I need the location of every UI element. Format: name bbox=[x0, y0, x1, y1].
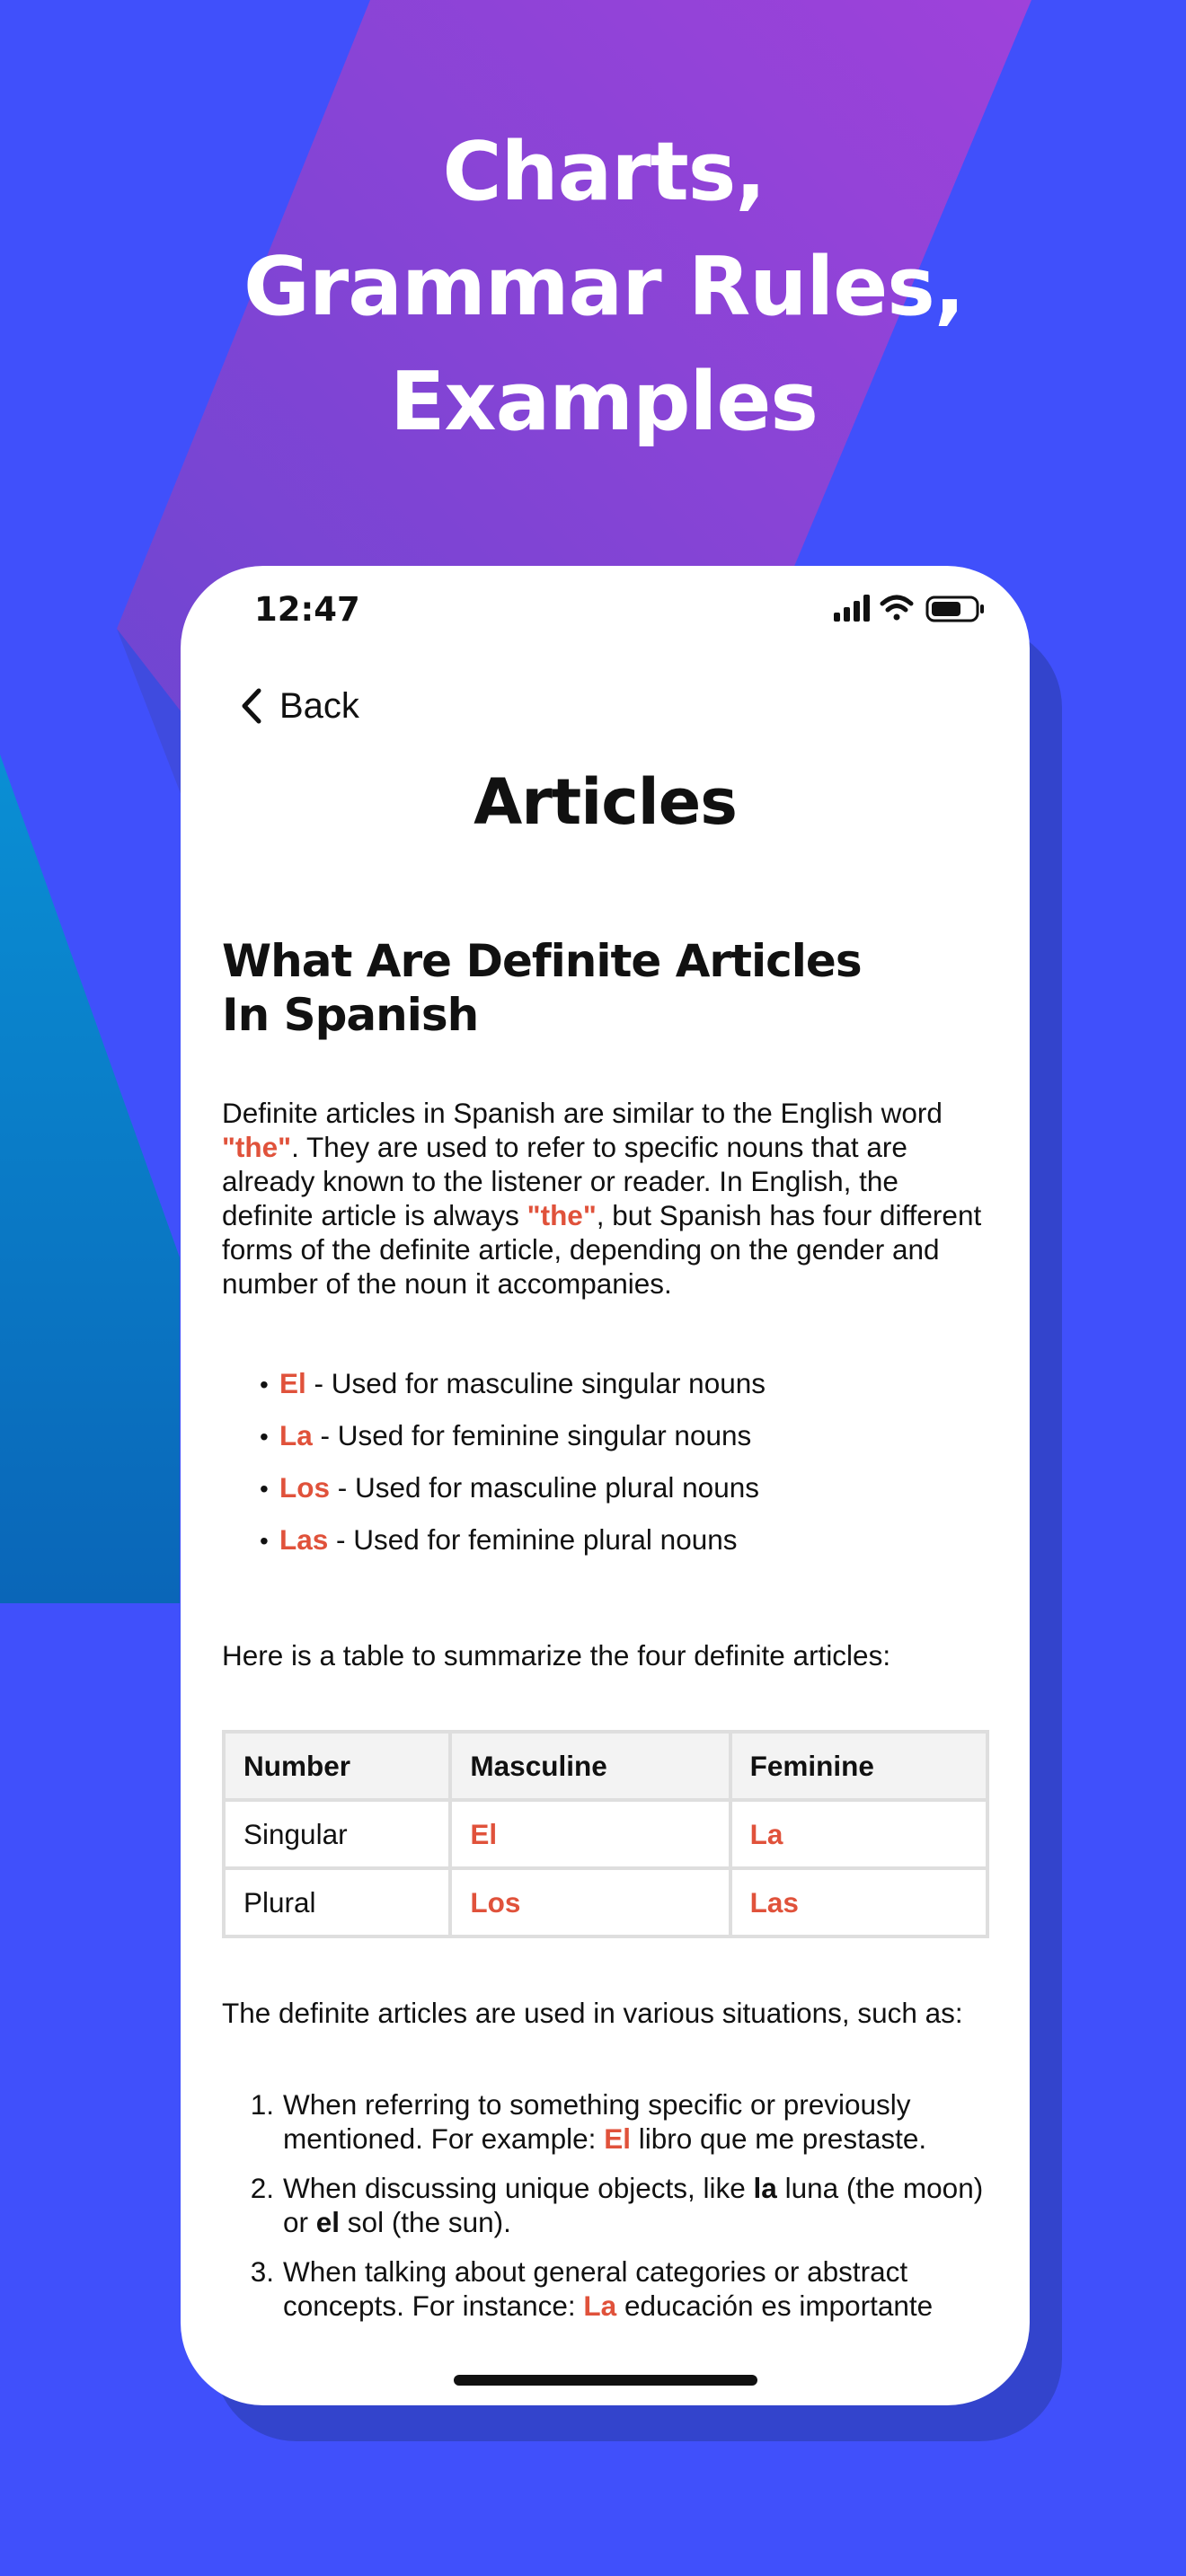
home-indicator[interactable] bbox=[454, 2375, 757, 2386]
headline-line-1: Charts, bbox=[442, 125, 766, 219]
highlight-the: "the" bbox=[222, 1131, 292, 1163]
table-cell: Los bbox=[450, 1868, 730, 1936]
uses-intro: The definite articles are used in various situations, such as: bbox=[222, 1997, 963, 2029]
section-heading: What Are Definite Articles In Spanish bbox=[222, 935, 862, 1041]
page-title: Articles bbox=[474, 765, 737, 839]
headline-line-2: Grammar Rules, bbox=[243, 240, 965, 334]
table-header: Masculine bbox=[450, 1732, 730, 1800]
table-cell: La bbox=[730, 1800, 987, 1868]
table-row bbox=[224, 1868, 987, 1936]
table-cell: Singular bbox=[224, 1800, 450, 1868]
battery-icon bbox=[927, 597, 984, 621]
phone-frame bbox=[181, 566, 1030, 2405]
table-cell: Plural bbox=[224, 1868, 450, 1936]
intro-paragraph: Definite articles in Spanish are similar to the English word "the". They are used to refer to specific nouns that are already known to the listener or reader. In English, the definite article is always "the", but Spanish has four different forms of the definite article, depending on the gender and number of the noun it accompanies. bbox=[222, 1097, 982, 1300]
table-header: Feminine bbox=[730, 1732, 987, 1800]
table-cell: Las bbox=[730, 1868, 987, 1936]
list-item: • Los - Used for masculine plural nouns bbox=[260, 1471, 759, 1504]
status-icons bbox=[834, 593, 988, 625]
uses-list bbox=[222, 2087, 991, 2323]
table-header: Number bbox=[224, 1732, 450, 1800]
list-item: • Las - Used for feminine plural nouns bbox=[260, 1523, 738, 1556]
marketing-headline bbox=[0, 115, 1186, 460]
wifi-icon bbox=[882, 597, 911, 621]
table-row bbox=[224, 1800, 987, 1868]
signal-icon bbox=[834, 595, 870, 622]
article-list bbox=[222, 1358, 991, 1566]
table-header-row bbox=[224, 1732, 987, 1800]
chevron-left-icon bbox=[240, 687, 263, 725]
list-item: 1. When referring to something specific or previously mentioned. For example: El libro que me prestaste. bbox=[250, 2088, 927, 2155]
list-item: 3. When talking about general categories or abstract concepts. For instance: La educación es importante bbox=[250, 2255, 934, 2322]
highlight-the: "the" bbox=[527, 1199, 597, 1231]
articles-table bbox=[222, 1730, 989, 1938]
article-content bbox=[222, 907, 991, 2338]
headline-line-3: Examples bbox=[390, 355, 818, 449]
table-cell: El bbox=[450, 1800, 730, 1868]
status-time: 12:47 bbox=[254, 590, 360, 629]
list-item: 2. When discussing unique objects, like la luna (the moon) or el sol (the sun). bbox=[250, 2172, 984, 2238]
back-button[interactable] bbox=[240, 679, 359, 733]
table-intro: Here is a table to summarize the four definite articles: bbox=[222, 1639, 891, 1672]
back-label: Back bbox=[279, 685, 359, 726]
list-item: • El - Used for masculine singular nouns bbox=[260, 1367, 766, 1399]
list-item: • La - Used for feminine singular nouns bbox=[260, 1419, 752, 1451]
